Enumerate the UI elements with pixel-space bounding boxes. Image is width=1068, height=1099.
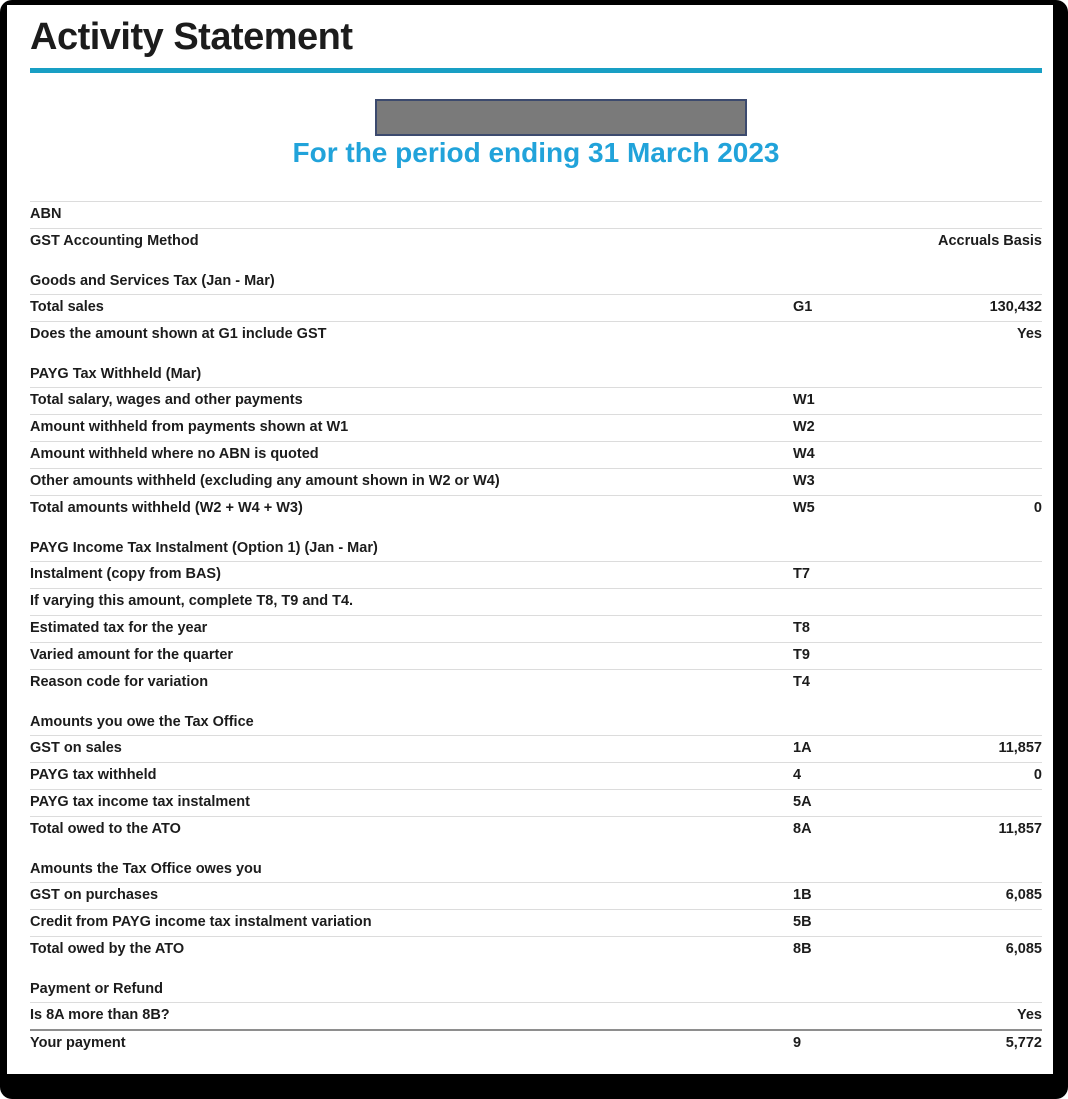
table-row xyxy=(30,615,1042,642)
table-row xyxy=(30,414,1042,441)
table-row xyxy=(30,561,1042,588)
row-code: 8A xyxy=(793,821,812,838)
table-row xyxy=(30,909,1042,936)
row-label: GST on sales xyxy=(30,740,122,757)
table-row xyxy=(30,762,1042,789)
row-value xyxy=(917,593,1042,610)
table-row xyxy=(30,441,1042,468)
row-code xyxy=(793,206,917,223)
section-header: Goods and Services Tax (Jan - Mar) xyxy=(30,272,275,289)
row-code: 9 xyxy=(793,1035,802,1052)
table-row xyxy=(30,816,1042,843)
row-label: Is 8A more than 8B? xyxy=(30,1007,170,1024)
table-row xyxy=(30,294,1042,321)
table-row xyxy=(30,201,1042,228)
table-row xyxy=(30,936,1042,963)
row-label: Does the amount shown at G1 include GST xyxy=(30,326,327,343)
table-row xyxy=(30,495,1042,522)
section-header: PAYG Income Tax Instalment (Option 1) (Jan - Mar) xyxy=(30,539,378,556)
row-label: PAYG tax income tax instalment xyxy=(30,794,250,811)
row-value: 6,085 xyxy=(1005,941,1042,958)
table-row xyxy=(30,321,1042,348)
row-label: Your payment xyxy=(30,1035,126,1052)
row-code: W4 xyxy=(793,446,815,463)
period-heading: For the period ending 31 March 2023 xyxy=(292,136,780,168)
row-value xyxy=(917,566,1042,583)
row-code: 5A xyxy=(793,794,812,811)
row-value xyxy=(917,392,1042,409)
table-row xyxy=(30,735,1042,762)
row-value: Yes xyxy=(1017,1007,1042,1024)
table-row xyxy=(30,882,1042,909)
row-code xyxy=(793,326,917,343)
row-value: 11,857 xyxy=(998,821,1042,838)
row-label: Total owed to the ATO xyxy=(30,821,181,838)
row-label: Total amounts withheld (W2 + W4 + W3) xyxy=(30,500,303,517)
row-value xyxy=(917,620,1042,637)
row-value: Accruals Basis xyxy=(938,233,1042,250)
row-value: 0 xyxy=(1033,500,1042,517)
table-row xyxy=(30,228,1042,255)
table-row xyxy=(30,642,1042,669)
row-code: 4 xyxy=(793,767,802,784)
row-code: W5 xyxy=(793,500,815,517)
row-label: Total sales xyxy=(30,299,104,316)
row-code: T4 xyxy=(793,674,810,691)
row-code: 5B xyxy=(793,914,812,931)
row-code: 8B xyxy=(793,941,812,958)
page-title: Activity Statement xyxy=(30,16,353,58)
row-label: GST Accounting Method xyxy=(30,233,199,250)
row-code: 1B xyxy=(793,887,812,904)
row-value: Yes xyxy=(1017,326,1042,343)
row-label: Other amounts withheld (excluding any amount shown in W2 or W4) xyxy=(30,473,500,490)
row-code: W1 xyxy=(793,392,815,409)
table-row xyxy=(30,468,1042,495)
row-value: 11,857 xyxy=(998,740,1042,757)
row-value xyxy=(917,419,1042,436)
row-value: 130,432 xyxy=(989,299,1042,316)
row-label: Estimated tax for the year xyxy=(30,620,208,637)
title-underline-rule xyxy=(30,68,1042,73)
row-value xyxy=(917,206,1042,223)
row-code: G1 xyxy=(793,299,813,316)
row-value: 5,772 xyxy=(1005,1035,1042,1052)
row-value: 6,085 xyxy=(1005,887,1042,904)
row-code: T8 xyxy=(793,620,810,637)
redacted-entity-name-block xyxy=(375,99,747,136)
row-label: Amount withheld from payments shown at W1 xyxy=(30,419,349,436)
row-code: T7 xyxy=(793,566,810,583)
row-label: GST on purchases xyxy=(30,887,159,904)
row-label: Total salary, wages and other payments xyxy=(30,392,303,409)
activity-statement-document xyxy=(7,5,1053,1074)
section-header: Amounts the Tax Office owes you xyxy=(30,860,262,877)
table-row xyxy=(30,1002,1042,1029)
row-value xyxy=(917,473,1042,490)
row-code: W3 xyxy=(793,473,815,490)
row-label: Varied amount for the quarter xyxy=(30,647,234,664)
row-code xyxy=(793,1007,917,1024)
section-header: PAYG Tax Withheld (Mar) xyxy=(30,365,202,382)
row-code: 1A xyxy=(793,740,812,757)
row-label: ABN xyxy=(30,206,62,223)
row-value xyxy=(917,794,1042,811)
row-code: W2 xyxy=(793,419,815,436)
section-header: Amounts you owe the Tax Office xyxy=(30,713,254,730)
row-code: T9 xyxy=(793,647,810,664)
row-label: PAYG tax withheld xyxy=(30,767,157,784)
row-value: 0 xyxy=(1033,767,1042,784)
row-value xyxy=(917,446,1042,463)
row-label: If varying this amount, complete T8, T9 and T4. xyxy=(30,593,354,610)
row-value xyxy=(917,674,1042,691)
row-value xyxy=(917,647,1042,664)
row-label: Amount withheld where no ABN is quoted xyxy=(30,446,319,463)
table-row xyxy=(30,669,1042,696)
table-row xyxy=(30,387,1042,414)
row-code xyxy=(793,233,917,250)
table-row xyxy=(30,1029,1042,1057)
row-label: Instalment (copy from BAS) xyxy=(30,566,221,583)
section-header: Payment or Refund xyxy=(30,980,163,997)
row-label: Reason code for variation xyxy=(30,674,209,691)
row-label: Credit from PAYG income tax instalment variation xyxy=(30,914,372,931)
table-row xyxy=(30,588,1042,615)
statement-table xyxy=(30,201,1042,1057)
row-label: Total owed by the ATO xyxy=(30,941,185,958)
row-code xyxy=(793,593,917,610)
row-value xyxy=(917,914,1042,931)
table-row xyxy=(30,789,1042,816)
